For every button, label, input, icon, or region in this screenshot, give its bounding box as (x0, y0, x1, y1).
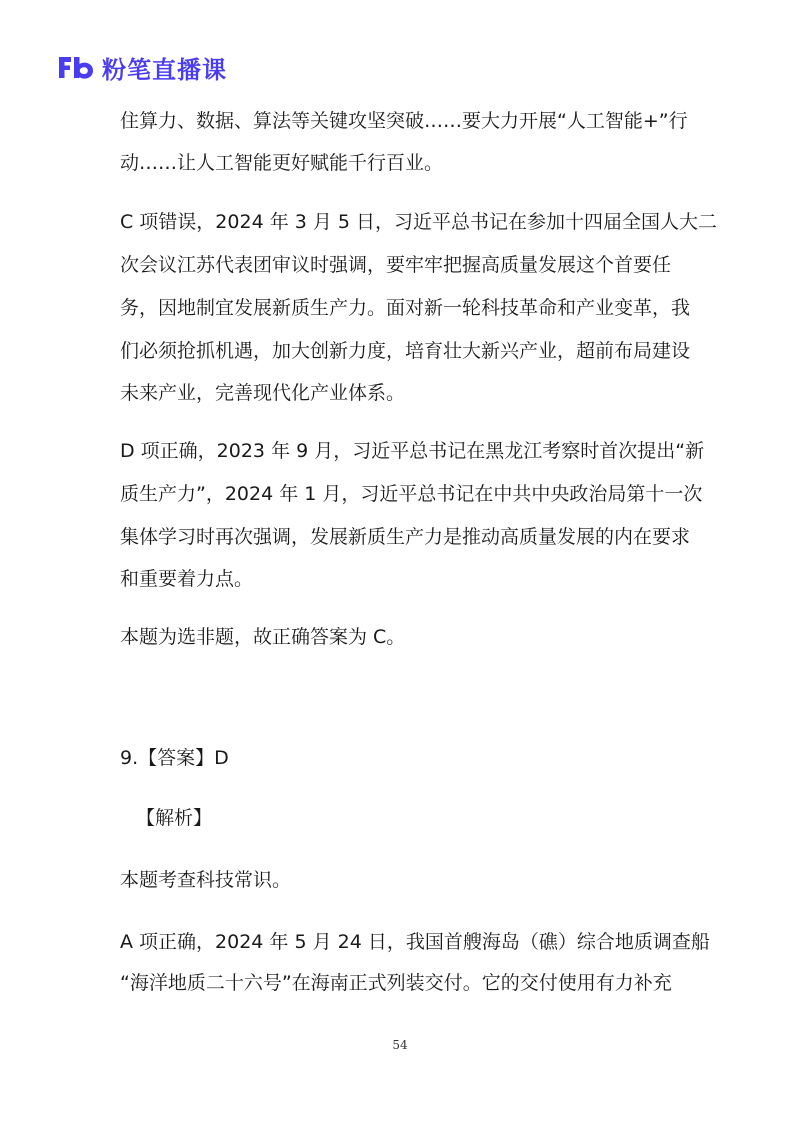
text-line: “海洋地质二十六号”在海南正式列装交付。它的交付使用有力补充 (120, 972, 672, 994)
brand-name: 粉笔直播课 (102, 55, 227, 84)
text-line: 本题考查科技常识。 (120, 869, 292, 891)
fenbi-logo-icon (56, 53, 96, 81)
text-line: 和重要着力点。 (120, 568, 254, 590)
text-line: 未来产业，完善现代化产业体系。 (120, 382, 406, 404)
text-line: C 项错误，2024 年 3 月 5 日，习近平总书记在参加十四届全国人大二 (120, 211, 718, 233)
text-line: D 项正确，2023 年 9 月，习近平总书记在黑龙江考察时首次提出“新 (120, 440, 705, 462)
text-line: 们必须抢抓机遇，加大创新力度，培育壮大新兴产业，超前布局建设 (120, 340, 691, 362)
answer-heading: 9.【答案】D (120, 747, 229, 769)
text-line: 务，因地制宜发展新质生产力。面对新一轮科技革命和产业变革，我 (120, 297, 691, 319)
text-line: A 项正确，2024 年 5 月 24 日，我国首艘海岛（礁）综合地质调查船 (120, 931, 710, 953)
text-line: 集体学习时再次强调，发展新质生产力是推动高质量发展的内在要求 (120, 526, 691, 548)
text-line: 动……让人工智能更好赋能千行百业。 (120, 152, 444, 174)
page-number: 54 (392, 1038, 408, 1052)
text-line: 质生产力”，2024 年 1 月，习近平总书记在中共中央政治局第十一次 (120, 483, 703, 505)
analysis-heading: 【解析】 (136, 807, 213, 829)
text-line: 住算力、数据、算法等关键攻坚突破……要大力开展“人工智能+”行 (120, 110, 688, 132)
header (56, 52, 227, 82)
text-line: 次会议江苏代表团审议时强调，要牢牢把握高质量发展这个首要任 (120, 254, 672, 276)
text-line: 本题为选非题，故正确答案为 C。 (120, 626, 406, 648)
